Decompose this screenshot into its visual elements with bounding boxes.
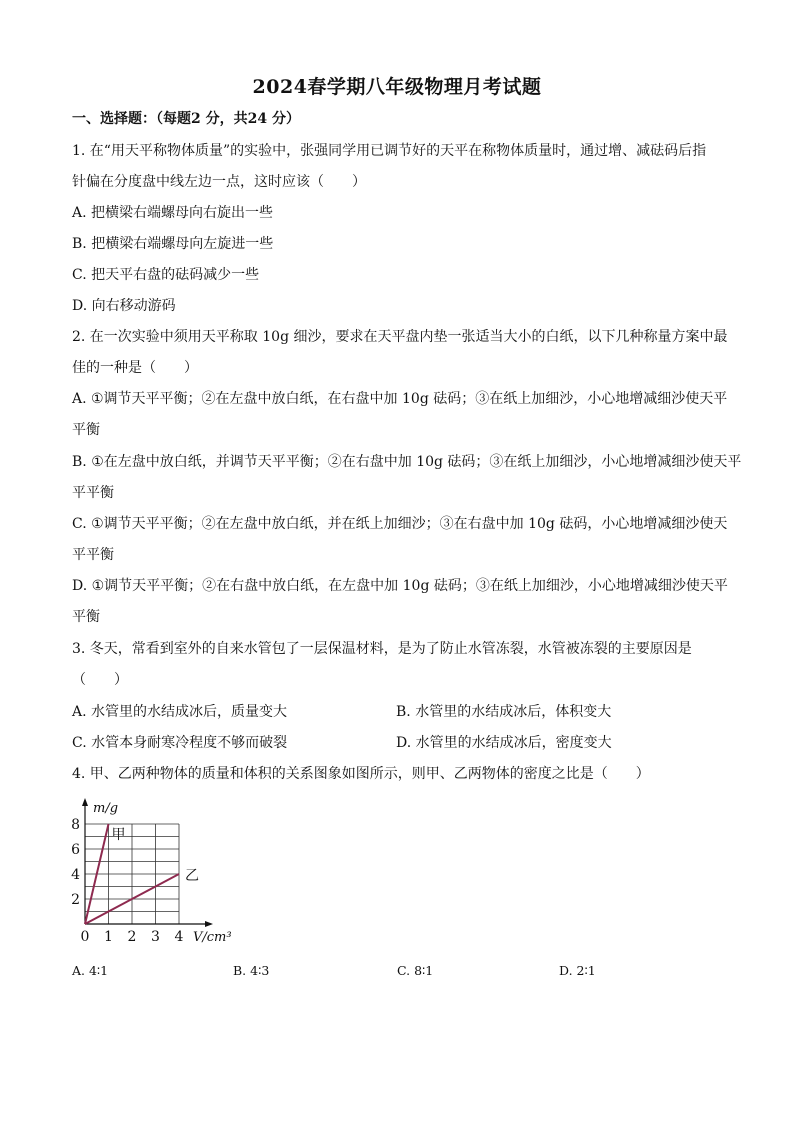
y-axis-label: m/g — [93, 801, 119, 816]
y-axis-arrow — [82, 798, 88, 806]
q3-option-d: D. 水管里的水结成冰后，密度变大 — [396, 735, 612, 751]
x-tick-label: 1 — [104, 929, 113, 945]
y-tick-label: 4 — [71, 867, 80, 883]
x-tick-label: 4 — [174, 929, 184, 945]
page-title: 2024春学期八年级物理月考试题 — [252, 76, 542, 98]
q2-stem-line1: 2. 在一次实验中须用天平称取 10g 细沙，要求在天平盘内垫一张适当大小的白纸，以下几种称量方案中最 — [72, 329, 728, 345]
x-tick-label: 2 — [127, 929, 137, 945]
y-tick-label: 2 — [71, 892, 80, 908]
q4-option-c: C. 8∶1 — [397, 963, 434, 978]
q3-option-a: A. 水管里的水结成冰后，质量变大 — [72, 704, 288, 720]
q3-option-b: B. 水管里的水结成冰后，体积变大 — [396, 704, 612, 720]
section-heading: 一、选择题：（每题2 分，共24 分） — [72, 111, 300, 127]
q2-option-a-line1: A. ①调节天平平衡；②在左盘中放白纸，在右盘中加 10g 砝码；③在纸上加细沙，小心地增减细沙使天平 — [72, 391, 728, 407]
x-axis-label: V/cm³ — [193, 930, 232, 945]
x-tick-label: 0 — [80, 929, 90, 945]
q4-option-d: D. 2∶1 — [559, 963, 596, 978]
x-axis-arrow — [205, 921, 213, 927]
q3-stem-line2: （ ） — [72, 672, 128, 688]
q2-option-c-line1: C. ①调节天平平衡；②在左盘中放白纸，并在纸上加细沙；③在右盘中加 10g 砝码，小心地增减细沙使天 — [72, 516, 728, 532]
q1-stem-line2: 针偏在分度盘中线左边一点，这时应该（ ） — [72, 174, 366, 190]
q2-option-b-line2: 平平衡 — [72, 485, 114, 501]
mass-volume-graph — [66, 796, 266, 956]
q1-option-d: D. 向右移动游码 — [72, 298, 176, 314]
q2-option-c-line2: 平平衡 — [72, 547, 114, 563]
q4-option-a: A. 4∶1 — [72, 963, 109, 978]
y-tick-label: 6 — [71, 842, 80, 858]
q2-option-b-line1: B. ①在左盘中放白纸，并调节天平平衡；②在右盘中加 10g 砝码；③在纸上加细沙，小心地增减细沙使天平 — [72, 454, 742, 470]
q4-stem: 4. 甲、乙两种物体的质量和体积的关系图象如图所示，则甲、乙两物体的密度之比是（ ） — [72, 766, 650, 782]
series-label: 乙 — [185, 868, 199, 884]
x-tick-label: 3 — [151, 929, 160, 945]
q3-option-c: C. 水管本身耐寒冷程度不够而破裂 — [72, 735, 288, 751]
grid — [85, 824, 179, 924]
q2-option-d-line2: 平衡 — [72, 609, 100, 625]
y-tick-label: 8 — [71, 817, 80, 833]
q3-stem-line1: 3. 冬天，常看到室外的自来水管包了一层保温材料，是为了防止水管冻裂，水管被冻裂的主要原因是 — [72, 641, 692, 657]
q1-option-a: A. 把横梁右端螺母向右旋出一些 — [72, 205, 274, 221]
series-label: 甲 — [111, 827, 126, 843]
axes — [82, 798, 213, 927]
q2-option-a-line2: 平衡 — [72, 422, 100, 438]
q1-option-b: B. 把横梁右端螺母向左旋进一些 — [72, 236, 274, 252]
q2-option-d-line1: D. ①调节天平平衡；②在右盘中放白纸，在左盘中加 10g 砝码；③在纸上加细沙，小心地增减细沙使天平 — [72, 578, 728, 594]
q2-stem-line2: 佳的一种是（ ） — [72, 360, 198, 376]
q4-option-b: B. 4∶3 — [233, 963, 270, 978]
q1-stem-line1: 1. 在“用天平称物体质量”的实验中，张强同学用已调节好的天平在称物体质量时，通过增、减砝码后指 — [72, 143, 707, 159]
q1-option-c: C. 把天平右盘的砝码减少一些 — [72, 267, 260, 283]
